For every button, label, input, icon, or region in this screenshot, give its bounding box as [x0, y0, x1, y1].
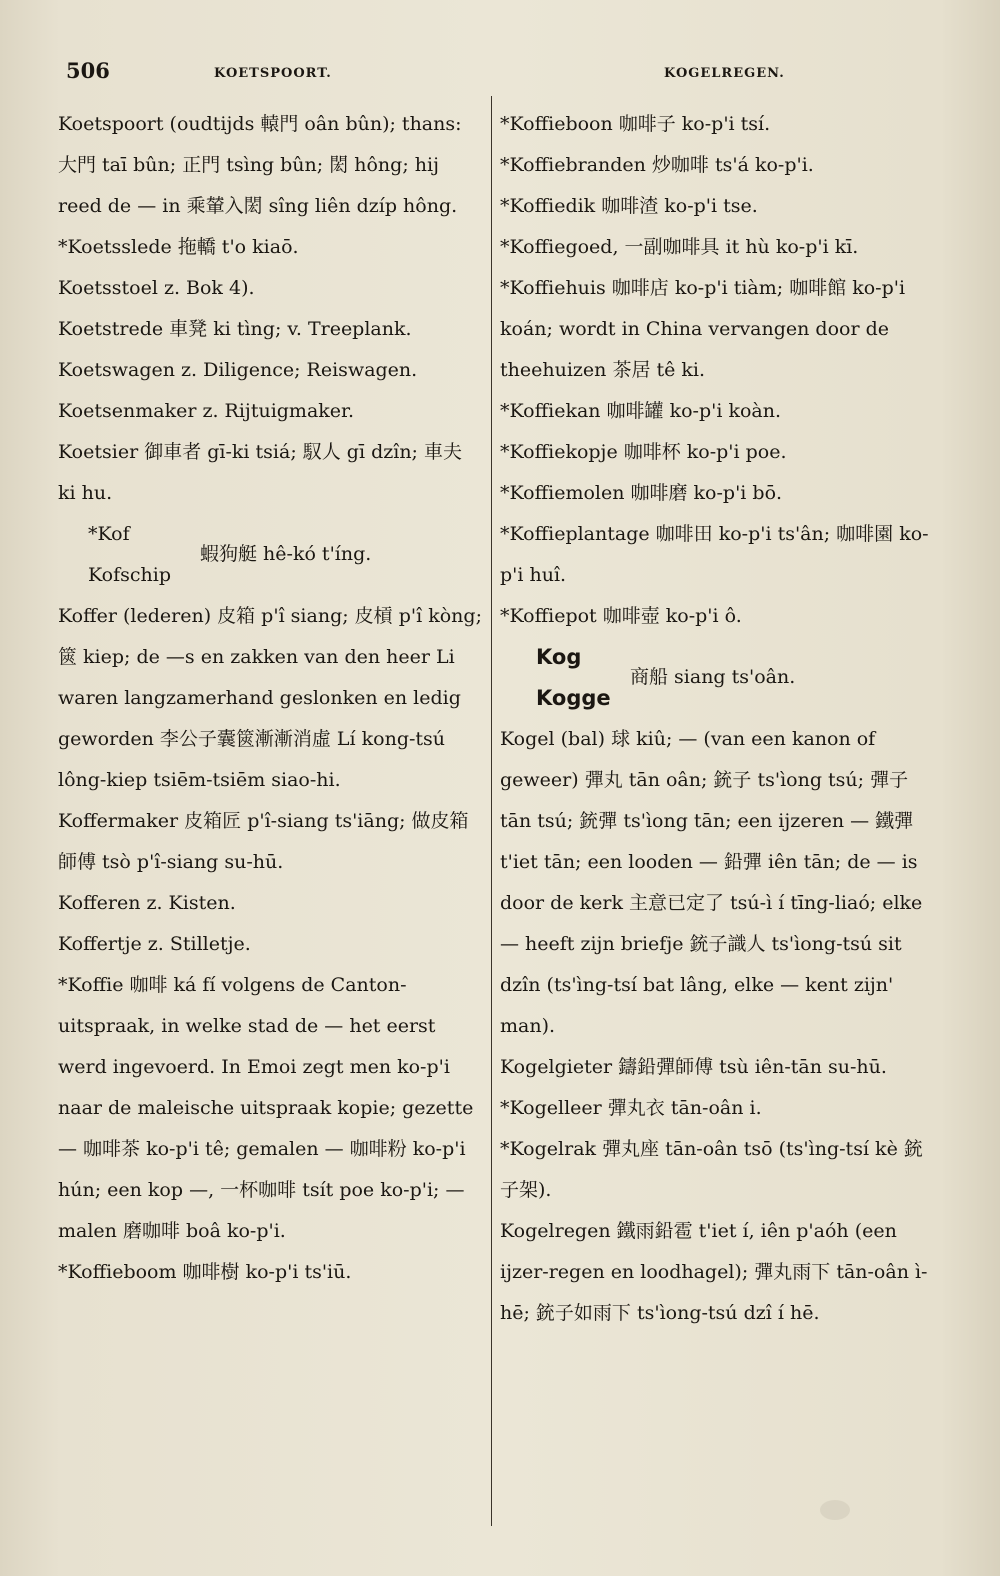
- entry-koffieplantage: *Koffieplantage 咖啡田 ko-p'i ts'ân; 咖啡園 ko-p'i huî.: [500, 523, 929, 586]
- entry-koffiekopje: *Koffiekopje 咖啡杯 ko-p'i poe.: [500, 441, 787, 463]
- entry-kog-group: [500, 637, 940, 719]
- entry-kog: Kog: [536, 645, 582, 669]
- entry-koetsslede: *Koetsslede 拖轎 t'o kiaō.: [58, 236, 299, 258]
- entry-koffie: *Koffie 咖啡 ká fí volgens de Canton-uitspraak, in welke stad de — het eerst werd ingevoerd. In Emoi zegt men ko-p'i naar de maleische uitspraak kopie; gezette — 咖啡茶 ko-p'i tê; gemalen — 咖啡粉 ko-p'i hún; een kop —, 一杯咖啡 tsít poe ko-p'i; — malen 磨咖啡 boâ ko-p'i.: [58, 974, 474, 1242]
- entry-koffermaker: Koffermaker 皮箱匠 p'î-siang ts'iāng; 做皮箱師傅 tsò p'î-siang su-hū.: [58, 810, 469, 873]
- entry-kofferen: Kofferen z. Kisten.: [58, 892, 236, 914]
- entry-kogge: Kogge: [536, 686, 611, 710]
- entry-koetspoort: Koetspoort (oudtijds 轅門 oân bûn); thans: 大門 taī bûn; 正門 tsìng bûn; 閎 hông; hij reed de — in 乘輦入閎 sîng liên dzíp hông.: [58, 113, 462, 217]
- entry-koetsier: Koetsier 御車者 gī-ki tsiá; 馭人 gī dzîn; 車夫 ki hu.: [58, 441, 463, 504]
- entry-koffiegoed: *Koffiegoed, 一副咖啡具 it hù ko-p'i kī.: [500, 236, 859, 258]
- entry-kogelrak: *Kogelrak 彈丸座 tān-oân tsō (ts'ìng-tsí kè 銃子架).: [500, 1138, 923, 1201]
- entry-kogelregen: Kogelregen 鐵雨鉛雹 t'iet í, iên p'aóh (een ijzer-regen en loodhagel); 彈丸雨下 tān-oân ì-hē; 銃子如雨下 ts'ìong-tsú dzî í hē.: [500, 1220, 928, 1324]
- entry-koffertje: Koffertje z. Stilletje.: [58, 933, 251, 955]
- right-column: [500, 104, 940, 1334]
- entry-koffiehuis: *Koffiehuis 咖啡店 ko-p'i tiàm; 咖啡館 ko-p'i koán; wordt in China vervangen door de theehuizen 茶居 tê ki.: [500, 277, 906, 381]
- entry-koetsenmaker: Koetsenmaker z. Rijtuigmaker.: [58, 400, 355, 422]
- entry-koetswagen: Koetswagen z. Diligence; Reiswagen.: [58, 359, 418, 381]
- entry-koetsstoel: Koetsstoel z. Bok 4).: [58, 277, 255, 299]
- entry-koffiebranden: *Koffiebranden 炒咖啡 ts'á ko-p'i.: [500, 154, 814, 176]
- entry-koffieboon: *Koffieboon 咖啡子 ko-p'i tsí.: [500, 113, 771, 135]
- left-column: [58, 104, 484, 1293]
- entry-kofschip: Kofschip: [88, 564, 172, 586]
- entry-kogelleer: *Kogelleer 彈丸衣 tān-oân i.: [500, 1097, 762, 1119]
- entry-koffer: Koffer (lederen) 皮箱 p'î siang; 皮槓 p'î kòng; 篋 kiep; de —s en zakken van den heer Li waren langzamerhand geslonken en ledig geworden 李公子囊篋漸漸消虛 Lí kong-tsú lông-kiep tsiēm-tsiēm siao-hi.: [58, 605, 482, 791]
- entry-kof-definition: 蝦狗艇 hê-kó t'íng.: [200, 543, 372, 565]
- paper-stain: [820, 1500, 850, 1520]
- entry-kog-definition: 商船 siang ts'oân.: [630, 666, 796, 688]
- entry-koffiemolen: *Koffiemolen 咖啡磨 ko-p'i bō.: [500, 482, 783, 504]
- entry-kof-group: [58, 514, 484, 596]
- running-head-right: KOGELREGEN.: [664, 66, 785, 81]
- entry-koetstrede: Koetstrede 車凳 ki tìng; v. Treeplank.: [58, 318, 412, 340]
- entry-kogelgieter: Kogelgieter 鑄鉛彈師傅 tsù iên-tān su-hū.: [500, 1056, 887, 1078]
- entry-koffieboom: *Koffieboom 咖啡樹 ko-p'i ts'iū.: [58, 1261, 352, 1283]
- entry-koffiedik: *Koffiedik 咖啡渣 ko-p'i tse.: [500, 195, 758, 217]
- column-divider: [491, 96, 492, 1526]
- page-number: 506: [66, 58, 110, 83]
- running-head-left: KOETSPOORT.: [214, 66, 332, 81]
- entry-kof: *Kof: [88, 523, 130, 545]
- entry-kogel: Kogel (bal) 球 kiû; — (van een kanon of geweer) 彈丸 tān oân; 銃子 ts'ìong tsú; 彈子 tān tsú; 銃彈 ts'ìong tān; een ijzeren — 鐵彈 t'iet tān; een looden — 鉛彈 iên tān; de — is door de kerk 主意已定了 tsú-ì í tīng-liaó; elke — heeft zijn briefje 銃子識人 ts'ìong-tsú sit dzîn (ts'ìng-tsí bat lâng, elke — kent zijn' man).: [500, 728, 923, 1037]
- page-header: [0, 54, 1000, 94]
- entry-koffiepot: *Koffiepot 咖啡壺 ko-p'i ô.: [500, 605, 742, 627]
- entry-koffiekan: *Koffiekan 咖啡罐 ko-p'i koàn.: [500, 400, 782, 422]
